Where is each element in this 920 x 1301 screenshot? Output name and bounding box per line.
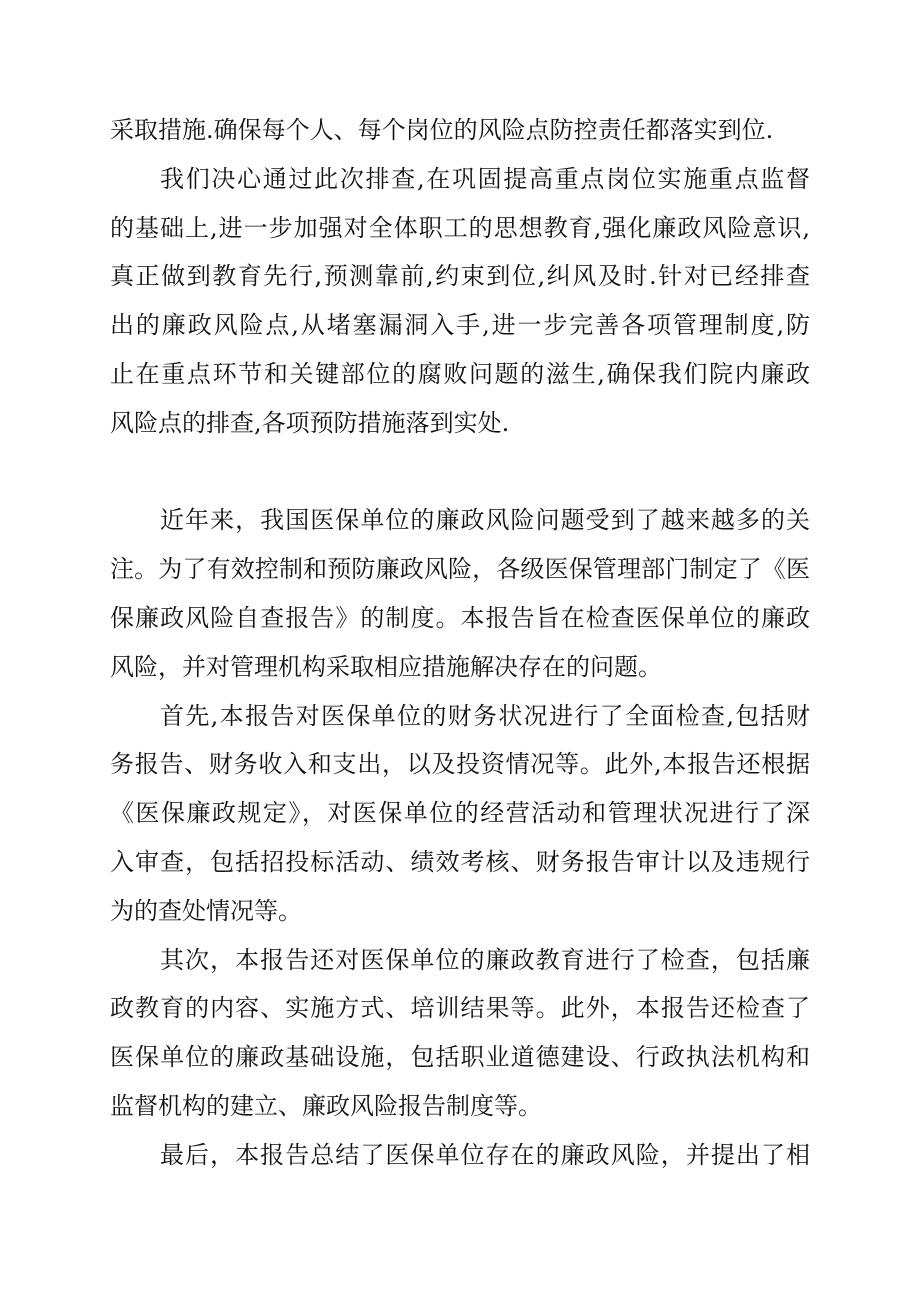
text-line: 医保单位的廉政基础设施，包括职业道德建设、行政执法机构和 [110, 1043, 810, 1072]
document-body [110, 106, 810, 1180]
text-line: 注。为了有效控制和预防廉政风险，各级医保管理部门制定了《医 [110, 555, 810, 584]
text-line: 真正做到教育先行,预测靠前,约束到位,纠风及时.针对已经排查 [110, 262, 810, 291]
text-line: 保廉政风险自查报告》的制度。本报告旨在检查医保单位的廉政 [110, 603, 810, 632]
text-line: 务报告、财务收入和支出，以及投资情况等。此外,本报告还根据 [110, 750, 810, 779]
text-line: 止在重点环节和关键部位的腐败问题的滋生,确保我们院内廉政 [110, 359, 810, 388]
text-line: 入审查，包括招投标活动、绩效考核、财务报告审计以及违规行 [110, 847, 810, 876]
paragraph [110, 692, 810, 936]
text-line: 政教育的内容、实施方式、培训结果等。此外，本报告还检查了 [110, 994, 810, 1023]
text-line: 风险，并对管理机构采取相应措施解决存在的问题。 [110, 652, 662, 681]
text-line: 我们决心通过此次排查,在巩固提高重点岗位实施重点监督 [160, 164, 810, 193]
paragraph [110, 936, 810, 1131]
paragraph [110, 106, 810, 155]
text-line: 为的查处情况等。 [110, 896, 302, 925]
paragraph [110, 1131, 810, 1180]
text-line: 其次，本报告还对医保单位的廉政教育进行了检查，包括廉 [160, 945, 810, 974]
text-line: 《医保廉政规定》，对医保单位的经营活动和管理状况进行了深 [110, 799, 810, 828]
paragraph [110, 155, 810, 448]
paragraph-gap [110, 448, 810, 497]
text-line: 最后，本报告总结了医保单位存在的廉政风险，并提出了相 [160, 1140, 810, 1169]
text-line: 出的廉政风险点,从堵塞漏洞入手,进一步完善各项管理制度,防 [110, 311, 810, 340]
text-line: 监督机构的建立、廉政风险报告制度等。 [110, 1091, 542, 1120]
text-line: 近年来，我国医保单位的廉政风险问题受到了越来越多的关 [160, 506, 810, 535]
text-line: 采取措施.确保每个人、每个岗位的风险点防控责任都落实到位. [110, 116, 774, 144]
text-line: 的基础上,进一步加强对全体职工的思想教育,强化廉政风险意识, [110, 213, 810, 242]
text-line: 首先,本报告对医保单位的财务状况进行了全面检查,包括财 [160, 701, 810, 730]
text-line: 风险点的排查,各项预防措施落到实处. [110, 408, 510, 437]
paragraph [110, 496, 810, 691]
